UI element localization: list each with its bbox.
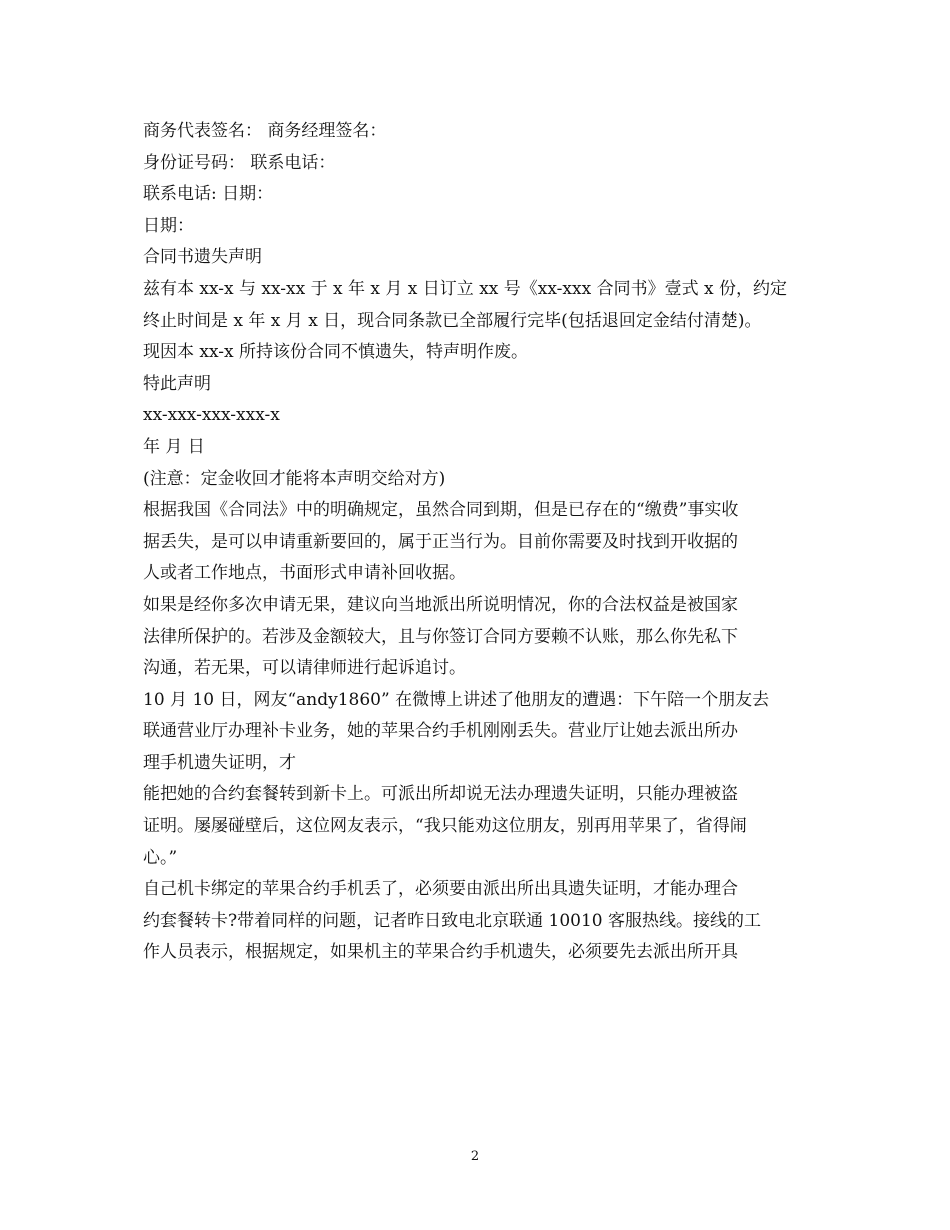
signer-placeholder: xx-xxx-xxx-xxx-x <box>143 405 280 426</box>
text-line: 理手机遗失证明，才 <box>143 752 296 773</box>
document-body <box>143 116 808 969</box>
text-line: 如果是经你多次申请无果，建议向当地派出所说明情况，你的合法权益是被国家 <box>143 594 738 615</box>
text-line: 兹有本 xx-x 与 xx-xx 于 x 年 x 月 x 日订立 xx 号《xx-xxx 合同书》壹式 x 份，约定 <box>143 278 787 299</box>
declaration-line: 特此声明 <box>143 373 211 394</box>
date-line: 日期： <box>143 215 194 236</box>
text-line: 自己机卡绑定的苹果合约手机丢了，必须要由派出所出具遗失证明，才能办理合 <box>143 879 738 900</box>
signature-line: 商务代表签名： 商务经理签名： <box>143 121 387 141</box>
text-line: 心。” <box>143 847 178 868</box>
text-line: 现因本 xx-x 所持该份合同不慎遗失，特声明作废。 <box>143 342 529 363</box>
text-line: 能把她的合约套餐转到新卡上。可派出所却说无法办理遗失证明，只能办理被盗 <box>143 784 738 805</box>
text-line: 证明。屡屡碰壁后，这位网友表示，“我只能劝这位朋友，别再用苹果了，省得闹 <box>143 816 747 837</box>
text-line: 终止时间是 x 年 x 月 x 日，现合同条款已全部履行完毕(包括退回定金结付清楚)。 <box>143 310 762 331</box>
text-line: 作人员表示，根据规定，如果机主的苹果合约手机遗失，必须要先去派出所开具 <box>143 942 738 963</box>
text-line: 根据我国《合同法》中的明确规定，虽然合同到期，但是已存在的“缴费”事实收 <box>143 500 739 521</box>
text-line: 约套餐转卡?带着同样的问题，记者昨日致电北京联通 10010 客服热线。接线的工 <box>143 910 761 931</box>
text-line: 10 月 10 日，网友“andy1860” 在微博上讲述了他朋友的遭遇：下午陪一个朋友去 <box>143 689 770 710</box>
text-line: 联通营业厅办理补卡业务，她的苹果合约手机刚刚丢失。营业厅让她去派出所办 <box>143 721 738 742</box>
text-line: 人或者工作地点，书面形式申请补回收据。 <box>143 563 466 584</box>
text-line: 法律所保护的。若涉及金额较大，且与你签订合同方要赖不认账，那么你先私下 <box>143 626 738 647</box>
text-line: 据丢失，是可以申请重新要回的，属于正当行为。目前你需要及时找到开收据的 <box>143 531 738 552</box>
phone-date-line: 联系电话: 日期： <box>143 184 274 205</box>
id-phone-line: 身份证号码： 联系电话： <box>143 152 336 173</box>
page-number: 2 <box>470 1149 480 1164</box>
note-line: (注意：定金收回才能将本声明交给对方) <box>143 468 446 489</box>
section-title: 合同书遗失声明 <box>143 247 262 268</box>
declaration-date: 年 月 日 <box>143 436 205 457</box>
text-line: 沟通，若无果，可以请律师进行起诉追讨。 <box>143 658 466 679</box>
